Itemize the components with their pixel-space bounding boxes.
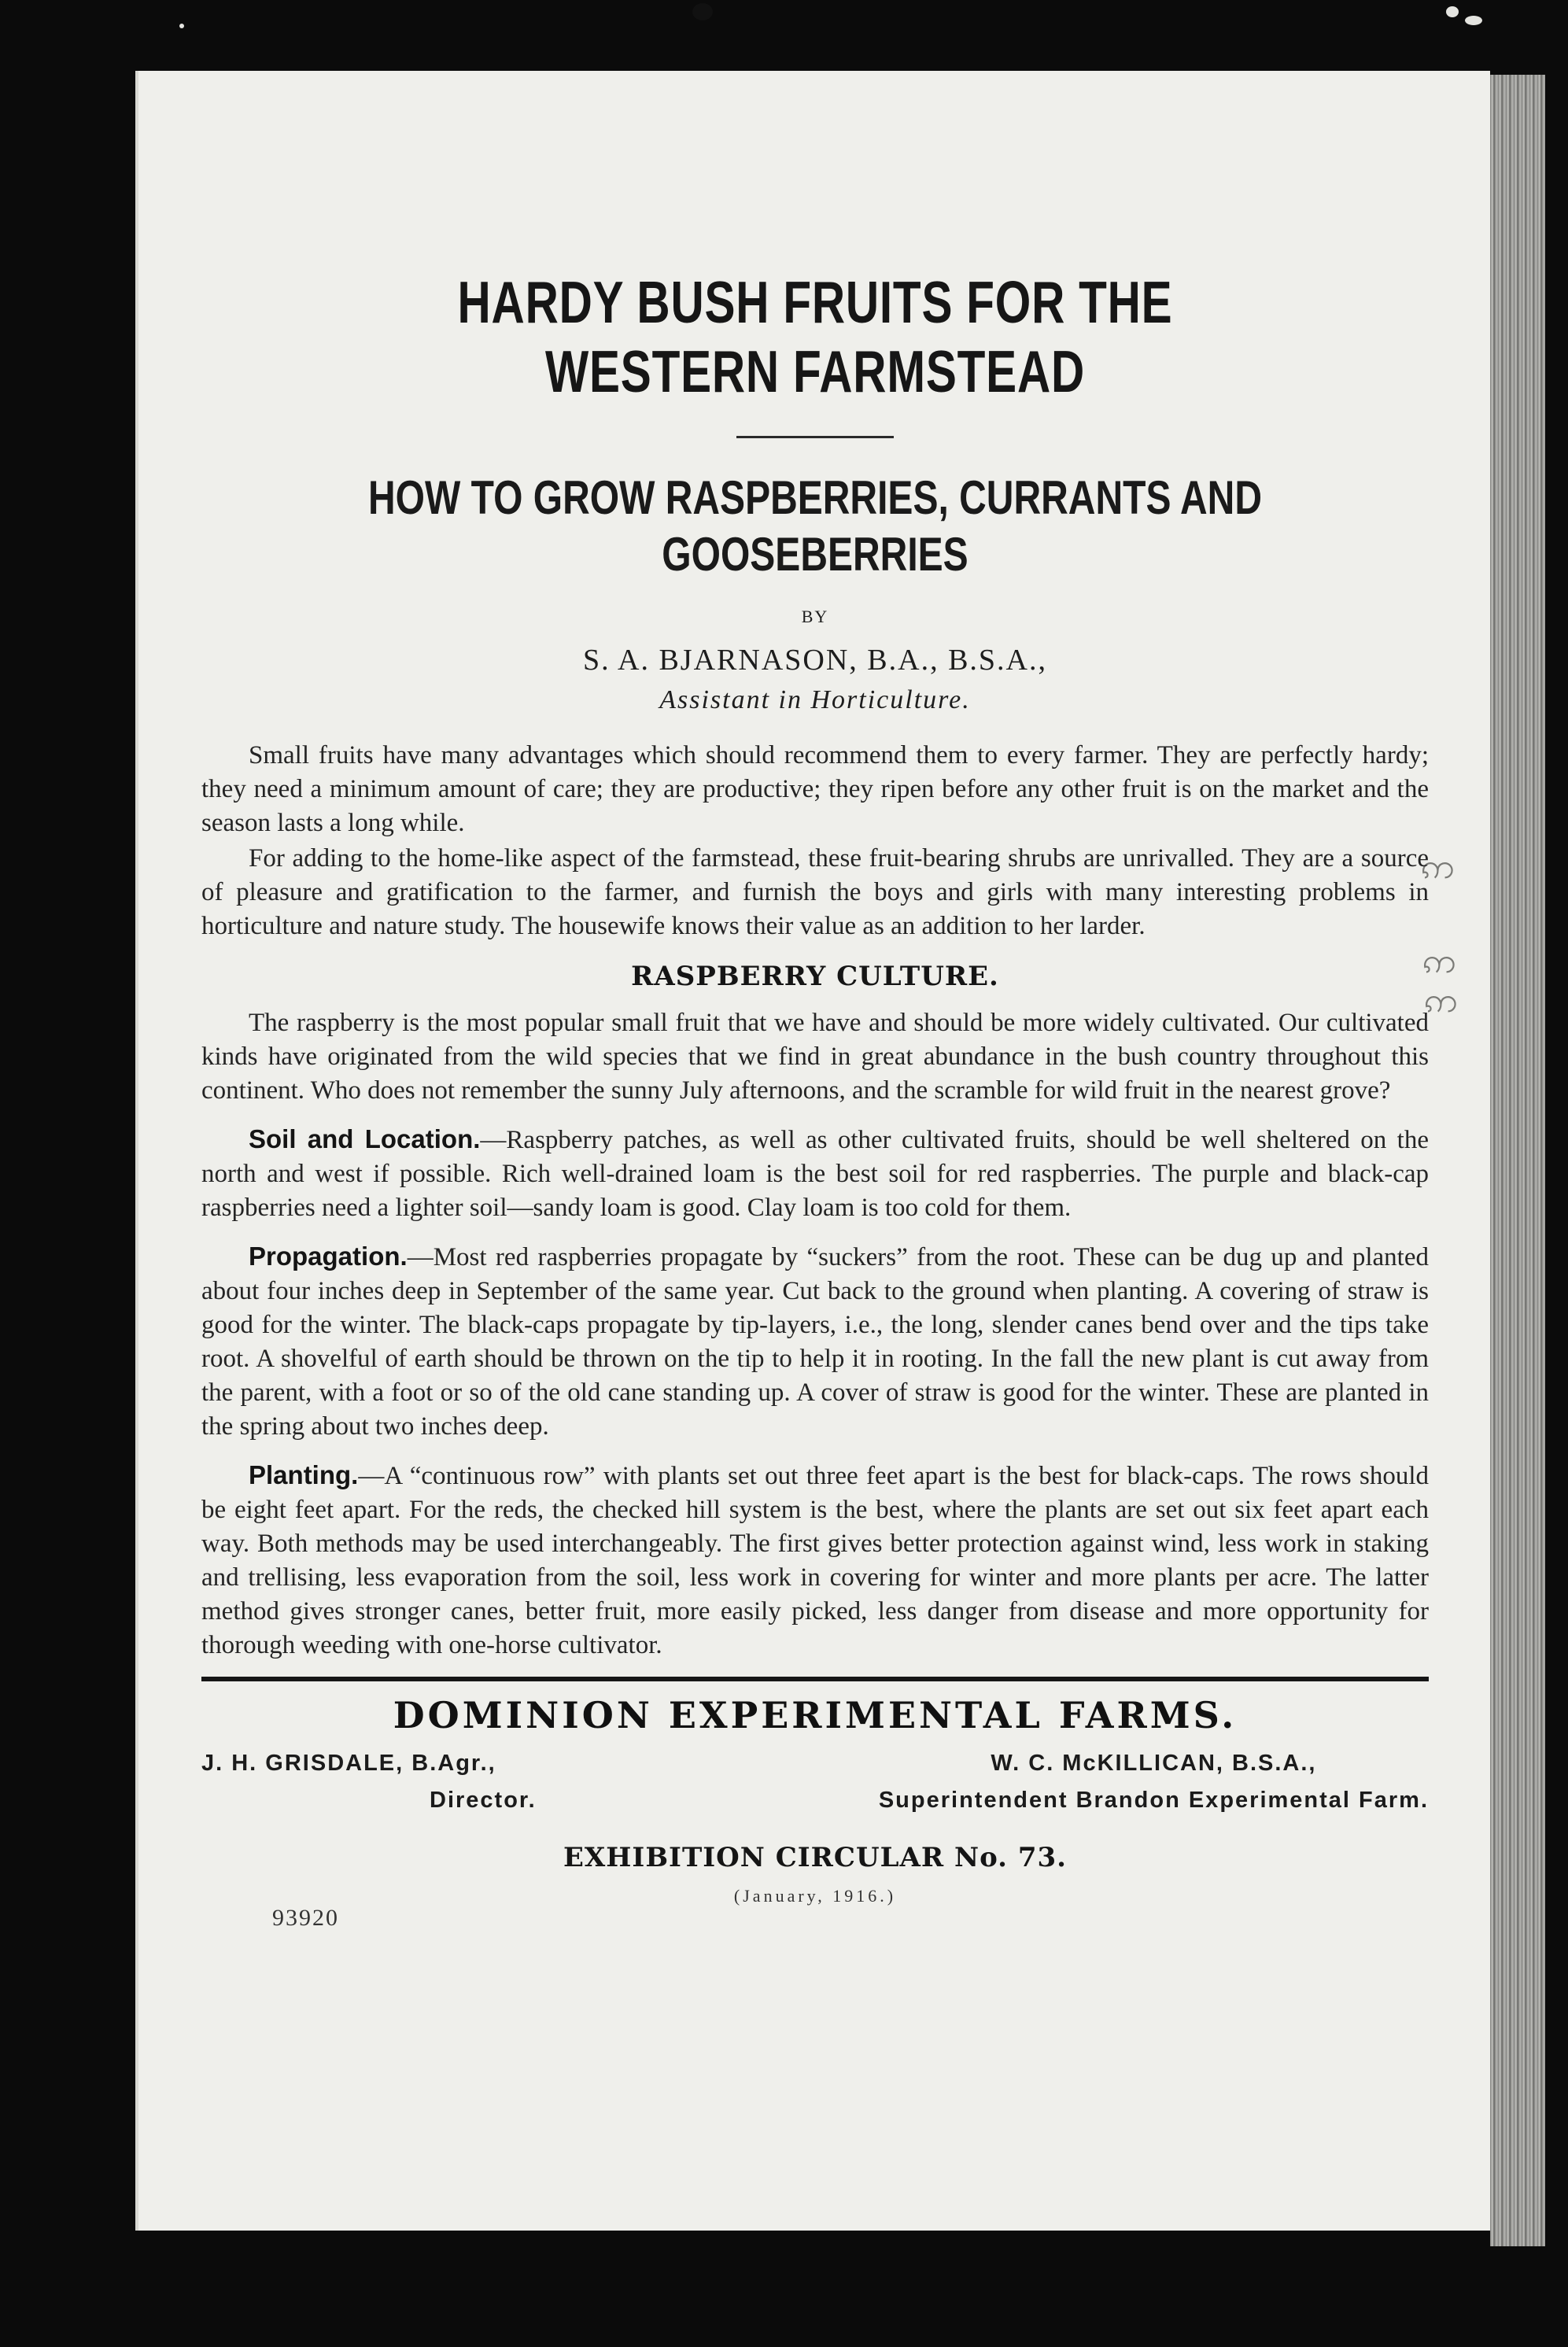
subsection-text: —Most red raspberries propagate by “suckers” from the root. These can be dug up and planted about four inches deep in September of the same year. Cut back to the ground when planting. A covering of straw is good for the winter. The black-caps propagate by tip-layers, i.e., the long, slender canes bend over and the tips take root. A shovelful of earth should be thrown on the tip to help it in rooting. In the fall the new plant is cut away from the parent, with a foot or so of the old cane standing up. A cover of straw is good for the winter. These are planted in the spring about two inches deep.	[201, 1243, 1429, 1441]
footer-organization: DOMINION EXPERIMENTAL FARMS.	[393, 1694, 1238, 1736]
scan-speck	[179, 24, 184, 28]
circular-number: EXHIBITION CIRCULAR No. 73.	[563, 1842, 1067, 1873]
document-body	[201, 189, 1429, 1933]
page-edge	[1490, 75, 1545, 2246]
section-intro-paragraph: The raspberry is the most popular small fruit that we have and should be more widely cultivated. Our cultivated kinds have originated from the wild species that we find in great abundance in the bush country throughout this continent. Who does not remember the sunny July afternoons, and the scramble for wild fruit in the nearest grove?	[201, 1009, 1429, 1105]
subsection-heading: Propagation.	[249, 1242, 408, 1271]
footer-divider	[201, 1677, 1429, 1681]
subsection-text: —Raspberry patches, as well as other cultivated fruits, should be well sheltered on the north and west if possible. Rich well-drained loam is the best soil for red raspberries. The purple and black-cap raspberries need a lighter soil—sandy loam is good. Clay loam is too cold for them.	[201, 1126, 1429, 1222]
subsection-heading: Soil and Location.	[249, 1124, 481, 1153]
circular-date: (January, 1916.)	[733, 1886, 897, 1906]
subsection-planting	[201, 1458, 1429, 1662]
author-role: Assistant in Horticulture.	[659, 685, 971, 714]
margin-mark: ဢ	[1424, 980, 1458, 1020]
subsection-propagation	[201, 1239, 1429, 1444]
scan-speck	[1465, 16, 1482, 25]
director-role: Director.	[430, 1788, 537, 1813]
margin-mark: ဢ	[1421, 847, 1455, 887]
footer-superintendent	[879, 1751, 1429, 1814]
margin-mark: ဢ	[1422, 941, 1456, 981]
superintendent-name: W. C. McKILLICAN, B.S.A.,	[991, 1751, 1317, 1776]
director-name: J. H. GRISDALE, B.Agr.,	[201, 1751, 496, 1776]
document-title: HARDY BUSH FRUITS FOR THE WESTERN FARMSTEAD	[457, 269, 1173, 404]
document-subtitle: HOW TO GROW RASPBERRIES, CURRANTS AND GOOSEBERRIES	[367, 471, 1263, 581]
subsection-heading: Planting.	[249, 1460, 359, 1489]
footer-director	[201, 1751, 537, 1814]
subsection-text: —A “continuous row” with plants set out three feet apart is the best for black-caps. The rows should be eight feet apart. For the reds, the checked hill system is the best, where the plants are set out six feet apart each way. Both methods may be used interchangeably. The first gives better protection against wind, less work in staking and trellising, less evaporation from the soil, less work in covering for winter and more plants per acre. The latter method gives stronger canes, better fruit, more easily picked, less danger from disease and more opportunity for thorough weeding with one-horse cultivator.	[201, 1462, 1429, 1659]
document-page	[135, 71, 1490, 2231]
footer-officials	[201, 1751, 1429, 1814]
scan-speck	[1446, 6, 1459, 17]
intro-paragraph: For adding to the home-like aspect of the farmstead, these fruit-bearing shrubs are unrivalled. They are a source of pleasure and gratification to the farmer, and furnish the boys and girls with many interesting problems in horticulture and nature study. The housewife knows their value as an addition to her larder.	[201, 844, 1429, 940]
scan-speck	[692, 3, 713, 20]
superintendent-role: Superintendent Brandon Experimental Farm.	[878, 1788, 1429, 1813]
author-name: S. A. BJARNASON, B.A., B.S.A.,	[582, 644, 1047, 677]
print-number: 93920	[272, 1905, 339, 1931]
intro-paragraph: Small fruits have many advantages which should recommend them to every farmer. They are perfectly hardy; they need a minimum amount of care; they are productive; they ripen before any other fruit is on the market and the season lasts a long while.	[201, 741, 1429, 837]
subsection-soil	[201, 1122, 1429, 1225]
byline-label: BY	[801, 607, 829, 626]
section-heading: RASPBERRY CULTURE.	[631, 961, 999, 992]
title-divider	[736, 436, 894, 438]
